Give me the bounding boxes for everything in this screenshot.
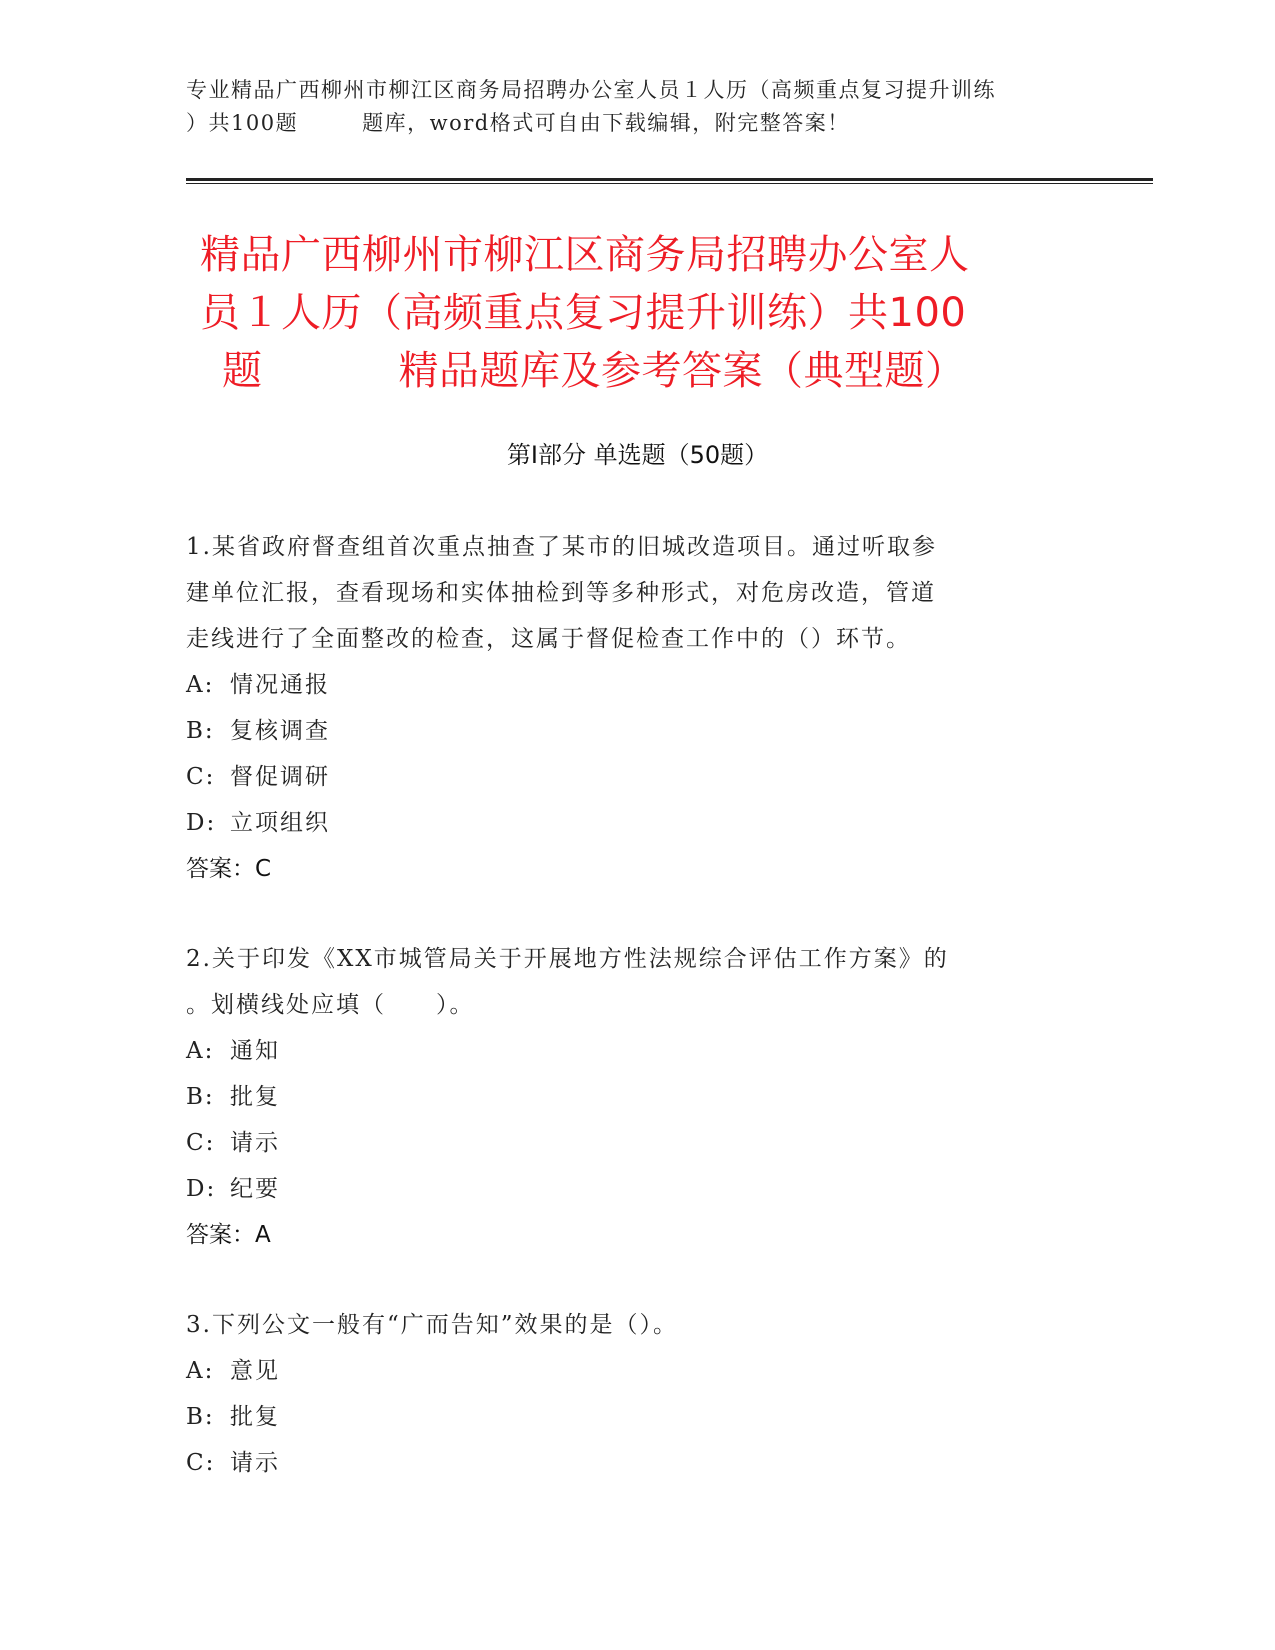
option-key: A: [186, 1038, 215, 1064]
option-key: C: [186, 1450, 216, 1476]
header-divider-thick [186, 178, 1153, 181]
title-line-1: 精品广西柳州市柳江区商务局招聘办公室人 [200, 232, 970, 278]
option-c [186, 1440, 1086, 1486]
document-title [200, 226, 1100, 400]
option-key: C: [186, 764, 216, 790]
header-line-1: 专业精品广西柳州市柳江区商务局招聘办公室人员１人历（高频重点复习提升训练 [186, 78, 996, 102]
option-key: B: [186, 718, 215, 744]
option-d [186, 800, 1086, 846]
option-a [186, 1028, 1086, 1074]
option-c [186, 754, 1086, 800]
title-line-3-part-1: 题 [222, 348, 263, 394]
option-key: B: [186, 1084, 215, 1110]
option-key: C: [186, 1130, 216, 1156]
option-key: D: [186, 810, 217, 836]
question-text-line: 3.下列公文一般有“广而告知”效果的是（）。 [186, 1312, 678, 1338]
option-text: 立项组织 [230, 810, 330, 836]
option-key: A: [186, 672, 215, 698]
question-text-line: 1.某省政府督查组首次重点抽查了某市的旧城改造项目。通过听取参 [186, 534, 937, 560]
option-c [186, 1120, 1086, 1166]
answer-line: 答案：A [186, 1222, 271, 1248]
page-header [186, 74, 1086, 140]
header-line-2-part-1: ）共100题 [186, 111, 299, 135]
header-line-2-part-2: 题库，word格式可自由下载编辑，附完整答案！ [362, 111, 850, 135]
option-b [186, 1394, 1086, 1440]
section-title: 第Ⅰ部分 单选题（50题） [506, 441, 769, 469]
option-a [186, 662, 1086, 708]
title-line-2: 员１人历（高频重点复习提升训练）共100 [200, 290, 967, 336]
option-text: 意见 [230, 1358, 280, 1384]
option-b [186, 1074, 1086, 1120]
option-text: 纪要 [230, 1176, 280, 1202]
question-text [186, 524, 1086, 662]
option-d [186, 1166, 1086, 1212]
option-text: 批复 [230, 1084, 280, 1110]
option-key: D: [186, 1176, 217, 1202]
question-text-line: 走线进行了全面整改的检查，这属于督促检查工作中的（）环节。 [186, 626, 911, 652]
question-text-line: 。划横线处应填（ ）。 [186, 992, 475, 1018]
header-divider-thin [186, 183, 1153, 184]
question-3 [186, 1302, 1086, 1486]
option-a [186, 1348, 1086, 1394]
option-text: 情况通报 [230, 672, 330, 698]
question-text-line: 2.关于印发《XX市城管局关于开展地方性法规综合评估工作方案》的 [186, 946, 949, 972]
title-line-3 [200, 342, 1100, 400]
option-b [186, 708, 1086, 754]
title-line-3-part-2: 精品题库及参考答案（典型题） [398, 348, 966, 394]
option-text: 批复 [230, 1404, 280, 1430]
question-1 [186, 524, 1086, 892]
question-text [186, 936, 1086, 1028]
header-line-2 [186, 107, 1086, 140]
option-key: A: [186, 1358, 215, 1384]
answer-line: 答案：C [186, 856, 272, 882]
option-text: 复核调查 [230, 718, 330, 744]
question-2 [186, 936, 1086, 1258]
option-text: 督促调研 [230, 764, 330, 790]
option-text: 通知 [230, 1038, 280, 1064]
option-text: 请示 [230, 1450, 280, 1476]
option-key: B: [186, 1404, 215, 1430]
option-text: 请示 [230, 1130, 280, 1156]
question-list [186, 524, 1086, 1530]
question-text-line: 建单位汇报，查看现场和实体抽检到等多种形式，对危房改造，管道 [186, 580, 936, 606]
question-text [186, 1302, 1086, 1348]
